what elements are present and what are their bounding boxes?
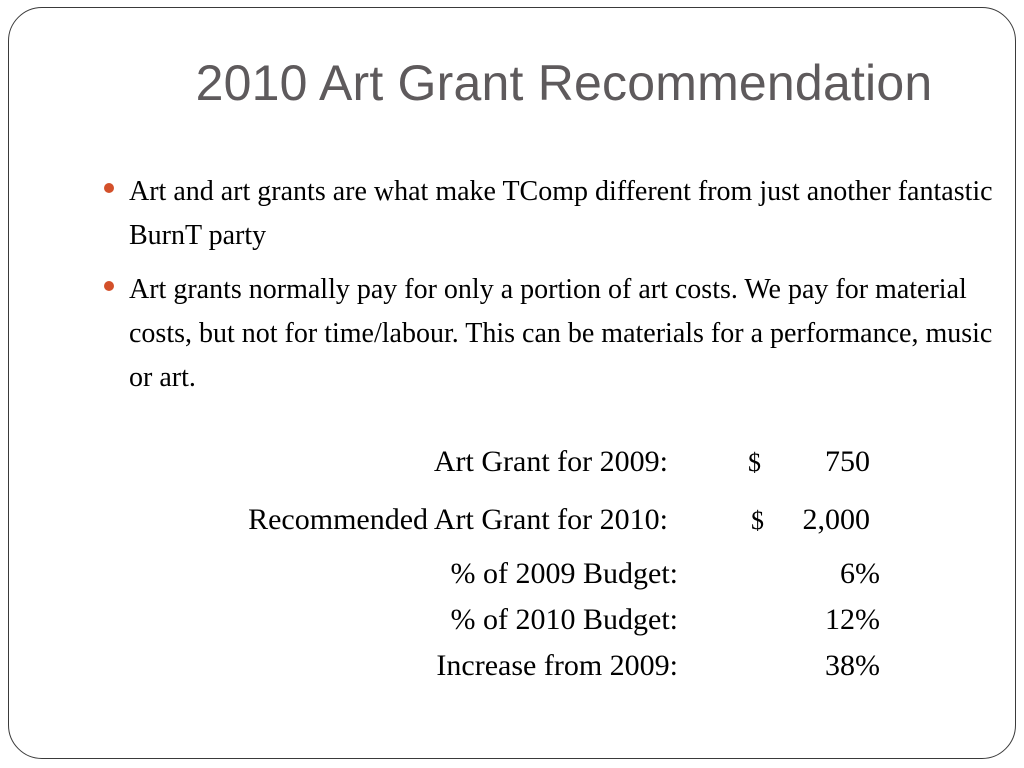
figure-currency: $	[751, 506, 764, 535]
figure-row-increase	[0, 649, 880, 689]
slide-title: 2010 Art Grant Recommendation	[195, 55, 933, 111]
figure-value: 6%	[840, 557, 880, 590]
figure-row-2010-grant	[0, 503, 880, 543]
figure-label: % of 2009 Budget:	[450, 557, 678, 590]
bullet-text: Art grants normally pay for only a portion of art costs. We pay for material costs, but not for time/labour. This can be materials for a performance, music or art.	[129, 274, 993, 393]
figure-label: % of 2010 Budget:	[450, 603, 678, 636]
figure-label: Art Grant for 2009:	[433, 445, 668, 478]
figure-value: 2,000	[802, 503, 870, 536]
bullet-dot-icon	[104, 183, 114, 193]
figure-value: 12%	[825, 603, 880, 636]
figure-value: 750	[825, 445, 870, 478]
figure-row-2009-grant	[0, 445, 880, 485]
figure-label: Recommended Art Grant for 2010:	[248, 503, 668, 536]
bullet-item	[104, 170, 1004, 258]
bullet-dot-icon	[104, 281, 114, 291]
figure-value: 38%	[825, 649, 880, 682]
bullet-list	[104, 170, 1004, 410]
figure-row-2010-budget	[0, 603, 880, 643]
figure-row-2009-budget	[0, 557, 880, 597]
figure-currency: $	[748, 448, 761, 477]
bullet-item	[104, 268, 1004, 400]
figure-label: Increase from 2009:	[436, 649, 678, 682]
bullet-text: Art and art grants are what make TComp different from just another fantastic BurnT party	[129, 176, 993, 251]
